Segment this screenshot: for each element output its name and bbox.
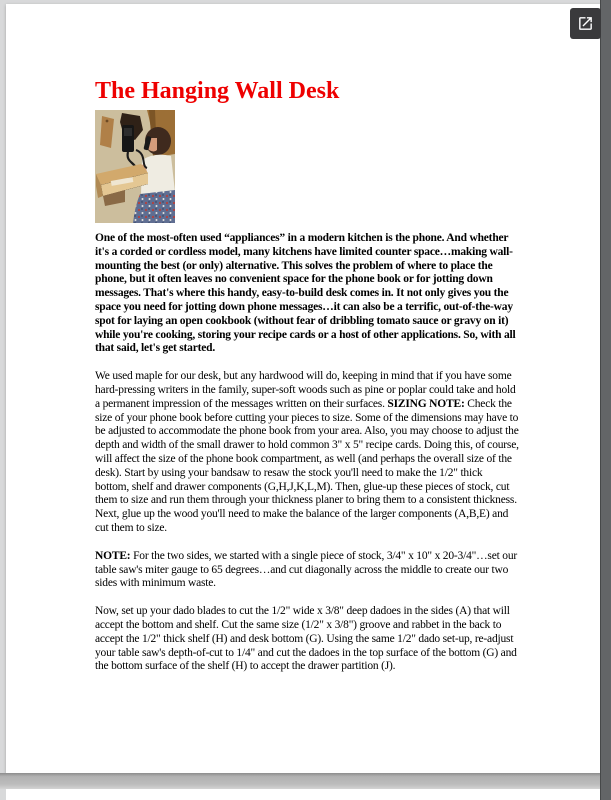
open-in-new-tab-button[interactable]: [570, 8, 601, 39]
document-page-1: [6, 4, 601, 773]
page-gap: [0, 773, 601, 789]
document-page-2: [6, 789, 601, 800]
article-paragraph: One of the most-often used “appliances” in a modern kitchen is the phone. And whether it's a corded or cordless model, many kitchens have limited counter space…making wall-mounting the best (or only) alternative. This solves the problem of where to place the phone, but it often leaves no convenient space for the phone book or for jotting down messages. That's where this handy, easy-to-build desk comes in. It not only gives you the space you need for jotting down phone messages…it can also be a terrific, out-of-the-way spot for laying an open cookbook (without fear of dribbling tomato sauce or gravy on it) while you're cooking, storing your recipe cards or a host of other applications. So, with all that said, let's get started.: [95, 232, 516, 355]
page-content: [6, 4, 601, 674]
article-title: The Hanging Wall Desk: [95, 78, 340, 104]
article-paragraph: We used maple for our desk, but any hardwood will do, keeping in mind that if you have some hard-pressing writers in the family, super-soft woods such as pine or poplar could take and hold a permanent impression of the messages written on their surfaces. SIZING NOTE: Check the size of your phone book before cutting your pieces to size. Some of the dimensions may have to be adjusted to accommodate the phone book from your area. Also, you may choose to adjust the depth and width of the small drawer to hold common 3" x 5" recipe cards. Doing this, of course, will affect the size of the phone book compartment, as well (and perhaps the overall size of the desk). Start by using your bandsaw to resaw the stock you'll need to make the 1/2" thick bottom, shelf and drawer components (G,H,J,K,L,M). Then, glue-up these pieces of stock, cut them to size and run them through your thickness planer to bring them to a consistent thickness. Next, glue up the wood you'll need to make the balance of the larger components (A,B,E) and cut them to size.: [95, 370, 519, 534]
right-border-strip: [600, 0, 611, 800]
open-in-new-icon: [577, 15, 594, 32]
article-body: [95, 232, 519, 674]
article-paragraph: NOTE: For the two sides, we started with a single piece of stock, 3/4" x 10" x 20-3/4"…set our table saw's miter gauge to 65 degrees…and cut diagonally across the middle to create our two sides with minimum waste.: [95, 549, 517, 590]
article-paragraph: Now, set up your dado blades to cut the 1/2" wide x 3/8" deep dadoes in the sides (A) that will accept the bottom and shelf. Cut the same size (1/2" x 3/8") groove and rabbet in the back to accept the 1/2" thick shelf (H) and desk bottom (G). Using the same 1/2" dado set-up, re-adjust your table saw's depth-of-cut to 1/4" and cut the dadoes in the top surface of the bottom (G) and the bottom surface of the shelf (H) to accept the drawer partition (J).: [95, 605, 517, 673]
article-photo: [95, 110, 175, 223]
